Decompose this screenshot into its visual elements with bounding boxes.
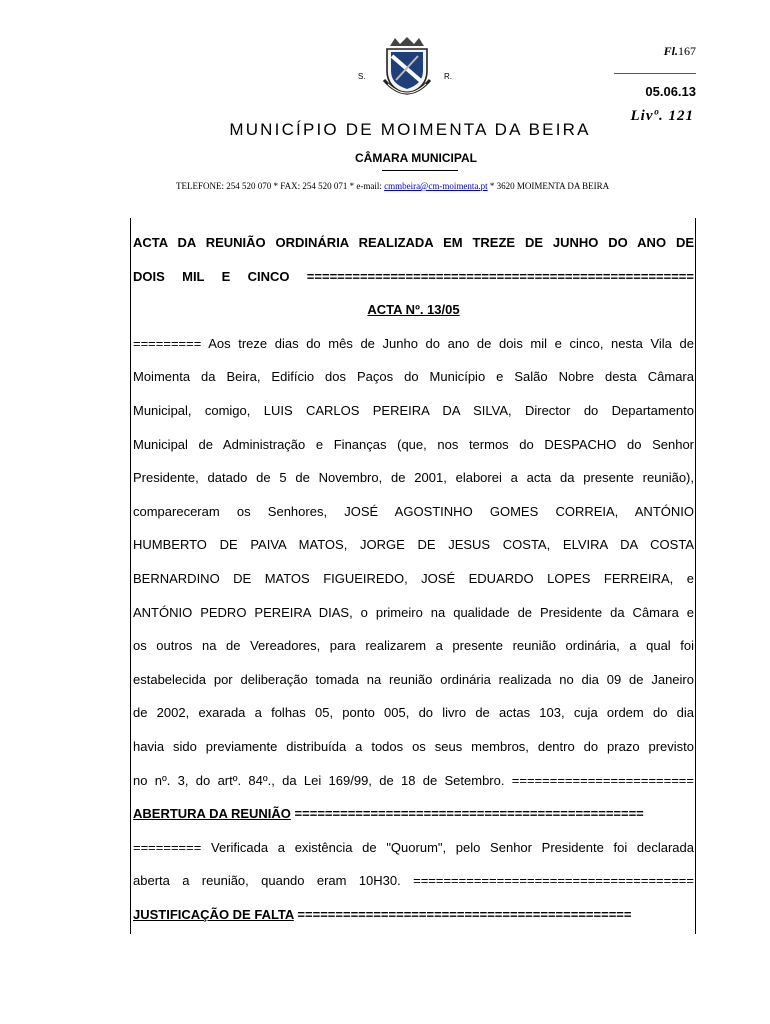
- body-line: Municipal, comigo, LUIS CARLOS PEREIRA DA SILVA, Director do Departamento: [133, 402, 694, 418]
- contact-info: TELEFONE: 254 520 070 * FAX: 254 520 071 * e-mail: cmmbeira@cm-moimenta.pt * 3620 MOIMENTA DA BEIRA: [176, 181, 610, 191]
- body-line: BERNARDINO DE MATOS FIGUEIREDO, JOSÉ EDUARDO LOPES FERREIRA, e: [133, 570, 694, 586]
- body-line: Municipal de Administração e Finanças (que, nos termos do DESPACHO do Senhor: [133, 436, 694, 452]
- minutes-title-line-2: DOIS MIL E CINCO ===================================================: [133, 268, 694, 284]
- folio-divider: [614, 73, 696, 74]
- body-line: havia sido previamente distribuída a todos os seus membros, dentro do prazo previsto: [133, 738, 694, 754]
- body-line: Moimenta da Beira, Edifício dos Paços do Município e Salão Nobre desta Câmara: [133, 369, 694, 385]
- minutes-number: ACTA Nº. 13/05: [367, 302, 460, 318]
- body-line: ========= Aos treze dias do mês de Junho do ano de dois mil e cinco, nesta Vila de: [133, 335, 694, 351]
- email-link[interactable]: cmmbeira@cm-moimenta.pt: [384, 181, 488, 191]
- crest-left-letter: S.: [358, 72, 366, 81]
- body-line: ========= Verificada a existência de "Quorum", pelo Senhor Presidente foi declarada: [133, 839, 694, 855]
- book-number: Livº. 121: [630, 108, 694, 124]
- section-heading-abertura: ABERTURA DA REUNIÃO ==============================================: [133, 806, 644, 822]
- coat-of-arms-icon: [378, 36, 436, 102]
- council-underline: [382, 170, 458, 171]
- body-line: de 2002, exarada a folhas 05, ponto 005, do livro de actas 103, cuja ordem do dia: [133, 705, 694, 721]
- minutes-body: [133, 226, 694, 931]
- right-margin-rule: [695, 218, 696, 934]
- folio-number: Fl.167: [663, 44, 696, 58]
- body-line: Presidente, datado de 5 de Novembro, de 2001, elaborei a acta da presente reunião),: [133, 470, 694, 486]
- body-line: compareceram os Senhores, JOSÉ AGOSTINHO GOMES CORREIA, ANTÓNIO: [133, 503, 694, 519]
- body-line: no nº. 3, do artº. 84º., da Lei 169/99, de 18 de Setembro. ========================: [133, 772, 694, 788]
- municipal-crest: [356, 34, 456, 106]
- crest-right-letter: R.: [444, 72, 452, 81]
- section-heading-justificacao: JUSTIFICAÇÃO DE FALTA ============================================: [133, 906, 632, 922]
- body-line: estabelecida por deliberação tomada na reunião ordinária realizada no dia 09 de Janeiro: [133, 671, 694, 687]
- body-line: os outros na de Vereadores, para realizarem a presente reunião ordinária, a qual foi: [133, 638, 694, 654]
- left-margin-rule: [130, 218, 131, 934]
- document-date: 05.06.13: [645, 84, 696, 99]
- body-line: HUMBERTO DE PAIVA MATOS, JORGE DE JESUS COSTA, ELVIRA DA COSTA: [133, 537, 694, 553]
- body-line: aberta a reunião, quando eram 10H30. =====================================: [133, 873, 694, 889]
- page-number-block: [614, 44, 696, 99]
- council-name: CÂMARA MUNICIPAL: [355, 151, 477, 165]
- municipality-name: MUNICÍPIO DE MOIMENTA DA BEIRA: [229, 120, 591, 139]
- minutes-title-line-1: ACTA DA REUNIÃO ORDINÁRIA REALIZADA EM TREZE DE JUNHO DO ANO DE: [133, 235, 694, 250]
- body-line: ANTÓNIO PEDRO PEREIRA DIAS, o primeiro na qualidade de Presidente da Câmara e: [133, 604, 694, 620]
